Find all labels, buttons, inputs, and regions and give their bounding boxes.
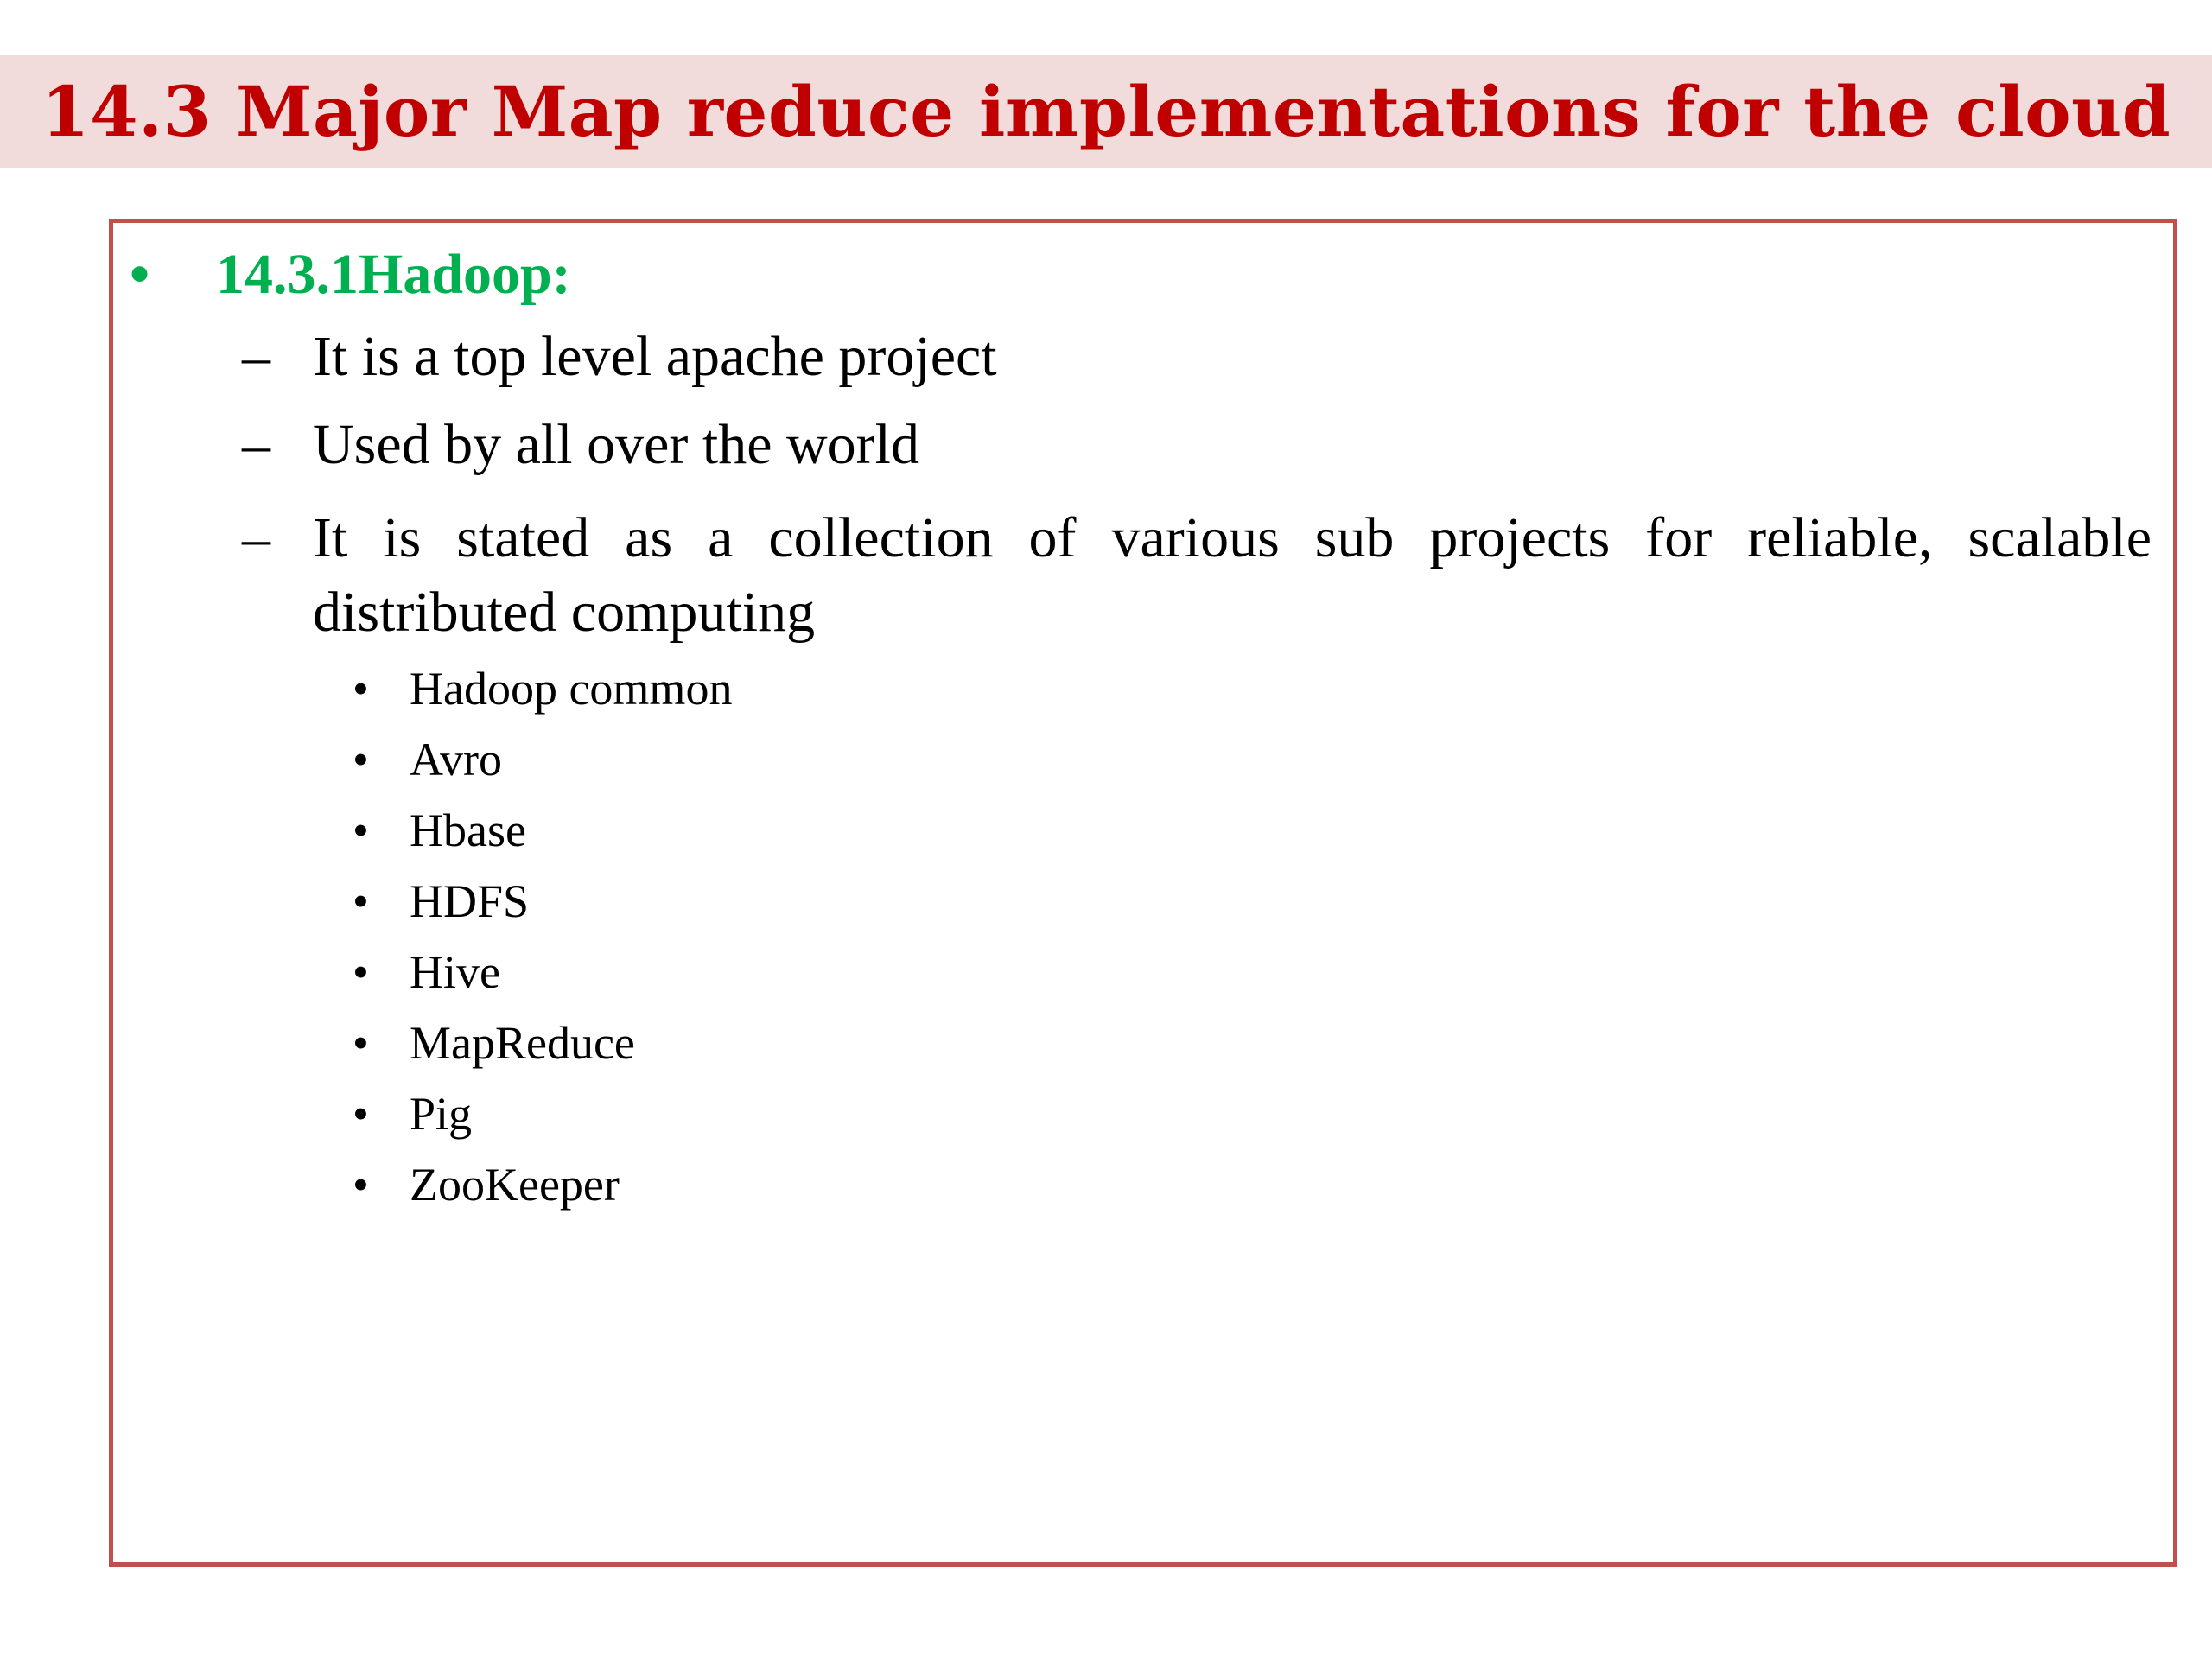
slide-title: 14.3 Major Map reduce implementations for the cloud <box>41 71 2171 152</box>
bullet-marker: • <box>353 1017 369 1069</box>
subproject-text: MapReduce <box>410 1017 635 1069</box>
subproject-text: Hadoop common <box>410 663 733 715</box>
point-text: It is a top level apache project <box>313 325 997 388</box>
bullet-marker: • <box>353 875 369 927</box>
dash-marker: – <box>242 325 270 388</box>
bullet-marker: • <box>353 734 369 785</box>
subproject-text: Pig <box>410 1088 473 1140</box>
bullet-marker: • <box>353 804 369 856</box>
subproject-text: Hbase <box>410 804 526 856</box>
subproject-text: Avro <box>410 734 502 785</box>
point-item-3 <box>242 501 2152 650</box>
dash-marker: – <box>242 413 270 476</box>
point-item-1 <box>242 320 2152 394</box>
bullet-marker: • <box>353 663 369 715</box>
point-item-2 <box>242 408 2152 482</box>
bullet-marker: • <box>353 946 369 998</box>
subproject-text: ZooKeeper <box>410 1159 620 1211</box>
bullet-marker: • <box>353 1088 369 1140</box>
point-text: It is stated as a collection of various sub projects for reliable, scalable distributed computing <box>313 506 2152 644</box>
bullet-marker: • <box>353 1159 369 1211</box>
heading-text: 14.3.1Hadoop: <box>216 243 571 306</box>
subproject-text: Hive <box>410 946 500 998</box>
heading-bullet: • <box>130 243 150 306</box>
dash-marker: – <box>242 506 270 569</box>
subproject-text: HDFS <box>410 875 530 927</box>
point-text: Used by all over the world <box>313 413 919 476</box>
